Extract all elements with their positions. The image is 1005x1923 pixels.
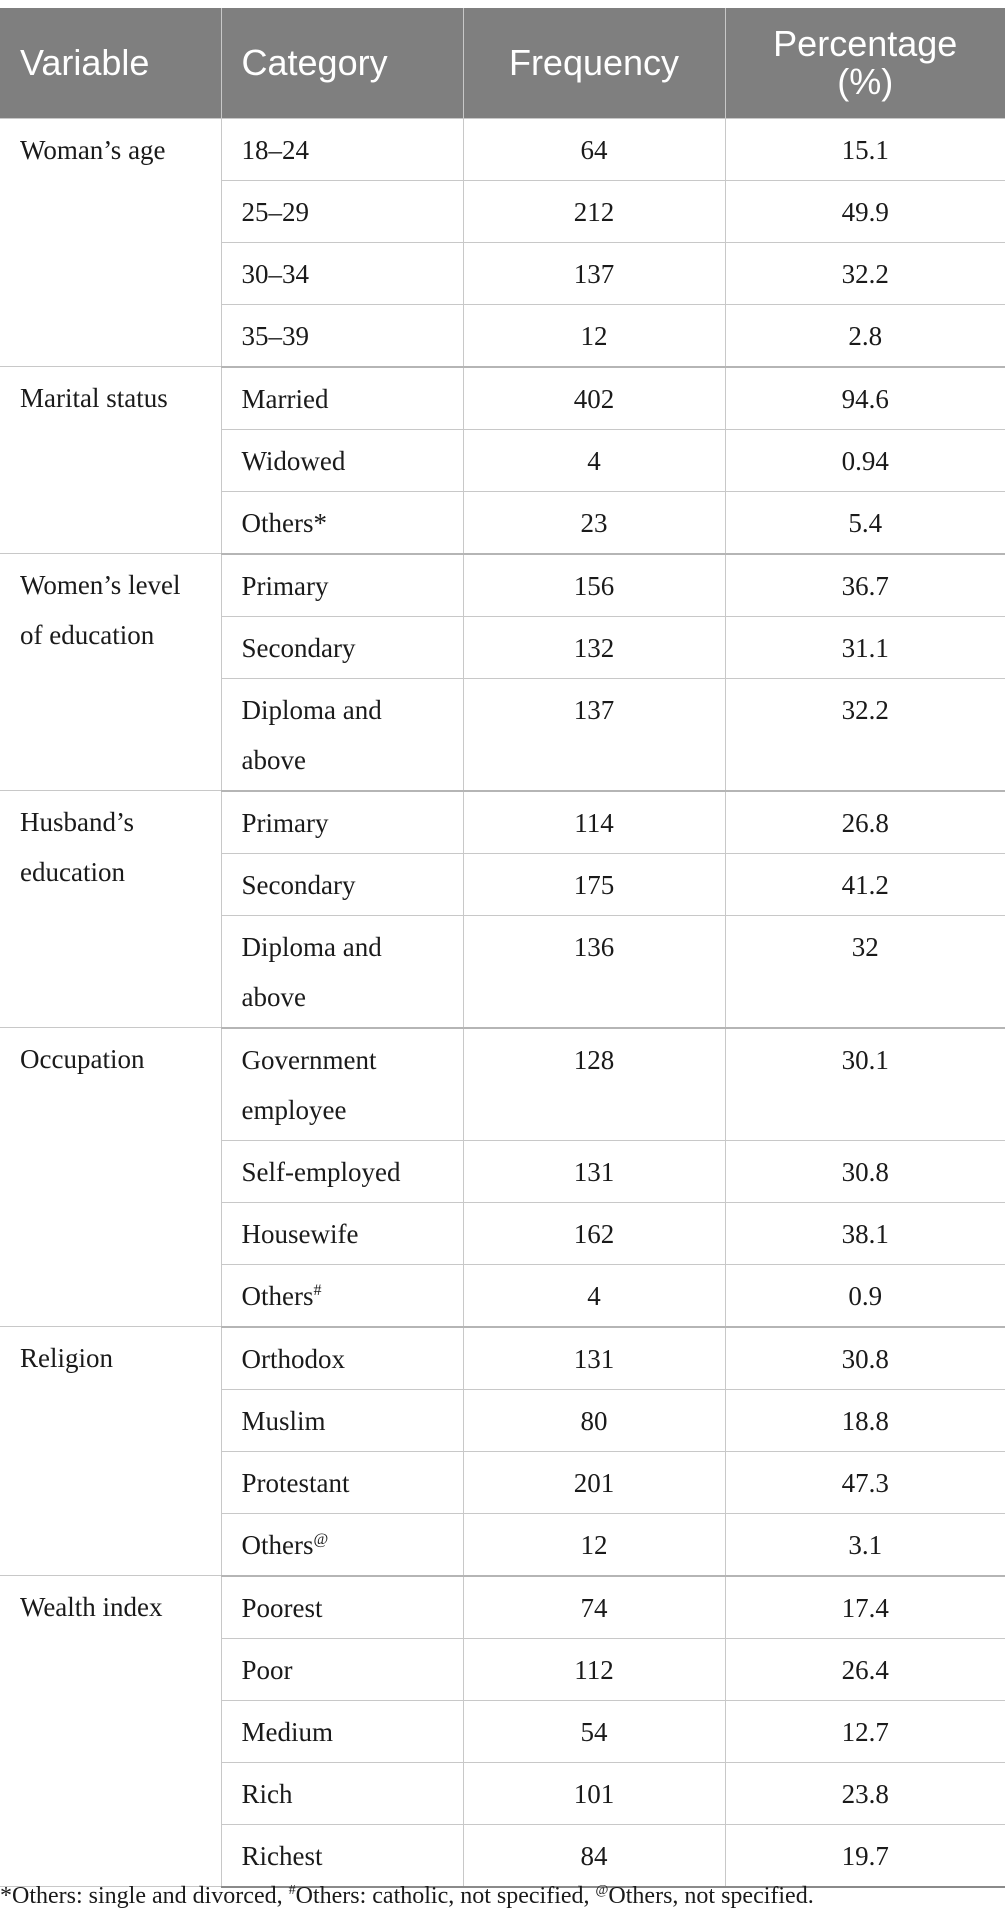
category-cell <box>221 1389 463 1451</box>
percentage-cell: 36.7 <box>725 554 1005 617</box>
category-text: Government employee <box>241 1044 377 1125</box>
category-text: Others* <box>241 507 327 538</box>
percentage-cell: 23.8 <box>725 1762 1005 1824</box>
category-cell <box>221 1327 463 1390</box>
frequency-cell: 136 <box>463 915 725 1028</box>
category-cell <box>221 304 463 367</box>
frequency-cell: 137 <box>463 678 725 791</box>
category-cell <box>221 242 463 304</box>
frequency-cell: 84 <box>463 1824 725 1887</box>
category-cell <box>221 367 463 430</box>
category-cell <box>221 853 463 915</box>
percentage-cell: 26.4 <box>725 1638 1005 1700</box>
percentage-cell: 38.1 <box>725 1202 1005 1264</box>
table-row <box>0 554 1005 617</box>
category-cell <box>221 1451 463 1513</box>
percentage-cell: 49.9 <box>725 180 1005 242</box>
frequency-cell: 54 <box>463 1700 725 1762</box>
header-frequency: Frequency <box>463 8 725 118</box>
table-row <box>0 1576 1005 1639</box>
category-cell <box>221 1202 463 1264</box>
table-row <box>0 367 1005 430</box>
frequency-cell: 12 <box>463 304 725 367</box>
category-text: Housewife <box>241 1218 359 1249</box>
percentage-cell: 32 <box>725 915 1005 1028</box>
category-text: Secondary <box>241 632 356 663</box>
header-variable: Variable <box>0 8 221 118</box>
footnote-sup-3: @ <box>595 1883 609 1898</box>
percentage-cell: 30.8 <box>725 1327 1005 1390</box>
table-body <box>0 118 1005 1887</box>
variable-cell: Woman’s age <box>0 118 221 367</box>
frequency-cell: 131 <box>463 1140 725 1202</box>
frequency-cell: 402 <box>463 367 725 430</box>
demographics-table-container <box>0 8 1005 1888</box>
frequency-cell: 132 <box>463 616 725 678</box>
percentage-cell: 17.4 <box>725 1576 1005 1639</box>
percentage-cell: 32.2 <box>725 678 1005 791</box>
category-text: 18–24 <box>241 134 309 165</box>
category-text: Primary <box>241 570 329 601</box>
footnote-part-1: *Others: single and divorced, <box>0 1883 289 1909</box>
category-cell <box>221 491 463 554</box>
frequency-cell: 156 <box>463 554 725 617</box>
frequency-cell: 23 <box>463 491 725 554</box>
footnote-part-2: Others: catholic, not specified, <box>295 1883 596 1909</box>
variable-cell: Occupation <box>0 1028 221 1327</box>
category-text: Others <box>241 1280 314 1311</box>
footnote-sup-2: # <box>288 1883 296 1898</box>
category-text: Muslim <box>241 1405 326 1436</box>
percentage-cell: 0.94 <box>725 429 1005 491</box>
percentage-cell: 30.8 <box>725 1140 1005 1202</box>
category-text: Primary <box>241 807 329 838</box>
percentage-cell: 32.2 <box>725 242 1005 304</box>
category-cell <box>221 1824 463 1887</box>
percentage-cell: 30.1 <box>725 1028 1005 1141</box>
frequency-cell: 64 <box>463 118 725 180</box>
demographics-table <box>0 8 1005 1888</box>
percentage-cell: 2.8 <box>725 304 1005 367</box>
category-cell <box>221 1576 463 1639</box>
frequency-cell: 175 <box>463 853 725 915</box>
category-text: Diploma and above <box>241 694 382 775</box>
percentage-cell: 15.1 <box>725 118 1005 180</box>
frequency-cell: 112 <box>463 1638 725 1700</box>
variable-cell: Women’s level of education <box>0 554 221 791</box>
percentage-cell: 26.8 <box>725 791 1005 854</box>
category-cell <box>221 1264 463 1327</box>
category-cell <box>221 791 463 854</box>
category-cell <box>221 118 463 180</box>
frequency-cell: 114 <box>463 791 725 854</box>
frequency-cell: 162 <box>463 1202 725 1264</box>
frequency-cell: 201 <box>463 1451 725 1513</box>
category-text: Richest <box>241 1840 323 1871</box>
percentage-cell: 12.7 <box>725 1700 1005 1762</box>
table-row <box>0 1327 1005 1390</box>
category-text: Widowed <box>241 445 346 476</box>
category-text: Secondary <box>241 869 356 900</box>
category-text: Medium <box>241 1716 333 1747</box>
category-cell <box>221 1140 463 1202</box>
percentage-cell: 31.1 <box>725 616 1005 678</box>
frequency-cell: 80 <box>463 1389 725 1451</box>
category-footnote-mark: @ <box>313 1530 329 1548</box>
category-text: Protestant <box>241 1467 350 1498</box>
category-text: Rich <box>241 1778 293 1809</box>
frequency-cell: 131 <box>463 1327 725 1390</box>
percentage-cell: 0.9 <box>725 1264 1005 1327</box>
category-text: Self-employed <box>241 1156 401 1187</box>
frequency-cell: 4 <box>463 1264 725 1327</box>
table-row <box>0 1028 1005 1141</box>
category-text: Poorest <box>241 1592 323 1623</box>
category-text: Orthodox <box>241 1343 345 1374</box>
category-cell <box>221 554 463 617</box>
frequency-cell: 212 <box>463 180 725 242</box>
category-text: 30–34 <box>241 258 309 289</box>
percentage-cell: 94.6 <box>725 367 1005 430</box>
category-text: Married <box>241 383 329 414</box>
table-footnote <box>0 1880 1005 1912</box>
category-cell <box>221 1638 463 1700</box>
category-cell <box>221 1762 463 1824</box>
percentage-cell: 47.3 <box>725 1451 1005 1513</box>
variable-cell: Wealth index <box>0 1576 221 1887</box>
category-text: 35–39 <box>241 320 309 351</box>
percentage-cell: 5.4 <box>725 491 1005 554</box>
category-text: Poor <box>241 1654 293 1685</box>
percentage-cell: 3.1 <box>725 1513 1005 1576</box>
table-row <box>0 791 1005 854</box>
category-cell <box>221 915 463 1028</box>
category-text: Others <box>241 1529 314 1560</box>
category-cell <box>221 429 463 491</box>
category-cell <box>221 678 463 791</box>
table-header <box>0 8 1005 118</box>
category-cell <box>221 1700 463 1762</box>
variable-cell: Religion <box>0 1327 221 1576</box>
category-footnote-mark: # <box>313 1281 322 1299</box>
frequency-cell: 137 <box>463 242 725 304</box>
category-text: 25–29 <box>241 196 309 227</box>
header-category: Category <box>221 8 463 118</box>
category-cell <box>221 1513 463 1576</box>
frequency-cell: 74 <box>463 1576 725 1639</box>
category-text: Diploma and above <box>241 931 382 1012</box>
table-row <box>0 118 1005 180</box>
variable-cell: Husband’s education <box>0 791 221 1028</box>
percentage-cell: 19.7 <box>725 1824 1005 1887</box>
percentage-cell: 18.8 <box>725 1389 1005 1451</box>
frequency-cell: 128 <box>463 1028 725 1141</box>
header-percentage: Percentage (%) <box>725 8 1005 118</box>
header-row <box>0 8 1005 118</box>
category-cell <box>221 616 463 678</box>
footnote-part-3: Others, not specified. <box>608 1883 814 1909</box>
category-cell <box>221 180 463 242</box>
frequency-cell: 12 <box>463 1513 725 1576</box>
category-cell <box>221 1028 463 1141</box>
variable-cell: Marital status <box>0 367 221 554</box>
frequency-cell: 4 <box>463 429 725 491</box>
percentage-cell: 41.2 <box>725 853 1005 915</box>
frequency-cell: 101 <box>463 1762 725 1824</box>
